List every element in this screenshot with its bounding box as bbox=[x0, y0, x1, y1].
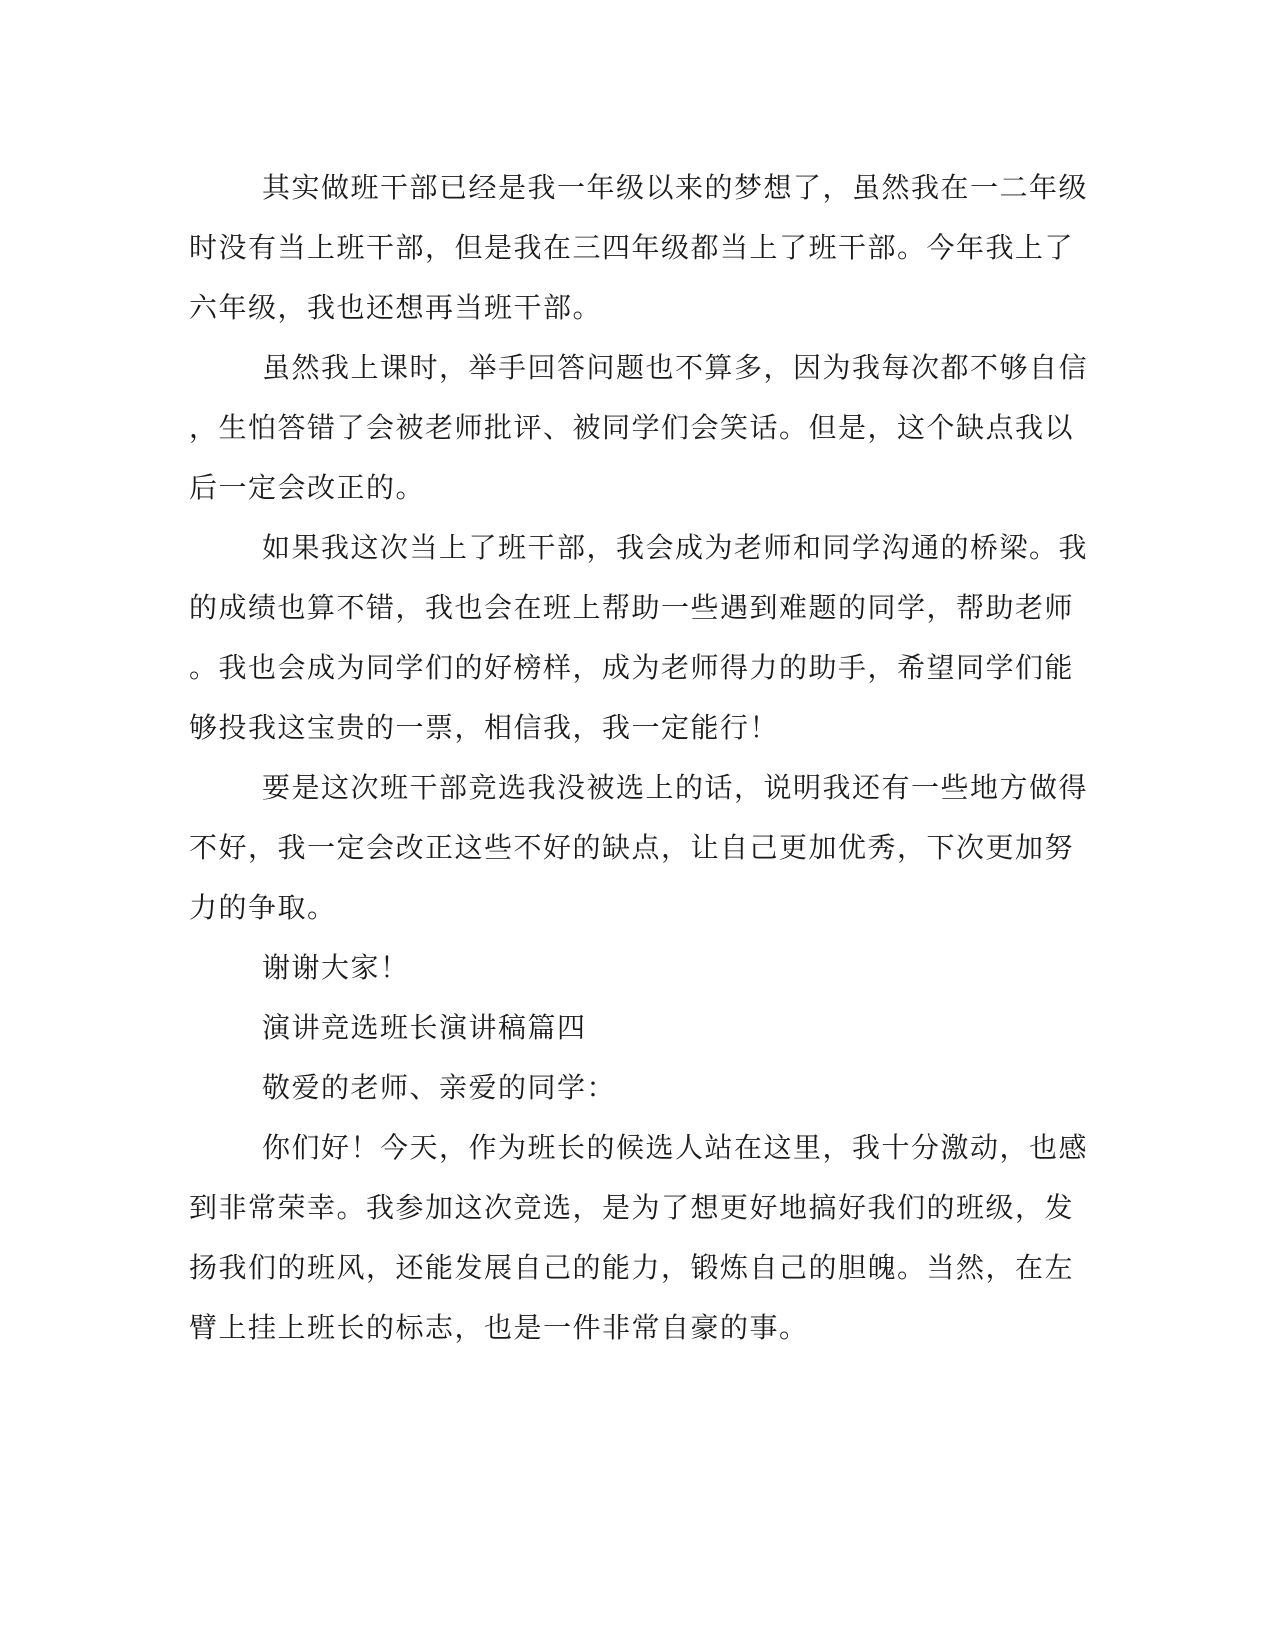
section-heading: 演讲竞选班长演讲稿篇四 bbox=[262, 1011, 587, 1044]
salutation: 敬爱的老师、亲爱的同学： bbox=[262, 1071, 617, 1104]
paragraph-5-line-3: 扬我们的班风，还能发展自己的能力，锻炼自己的胆魄。当然，在左 bbox=[189, 1251, 1075, 1284]
paragraph-2-line-2: ，生怕答错了会被老师批评、被同学们会笑话。但是，这个缺点我以 bbox=[189, 411, 1075, 444]
paragraph-1-line-1: 其实做班干部已经是我一年级以来的梦想了，虽然我在一二年级 bbox=[262, 171, 1089, 204]
thanks-line: 谢谢大家！ bbox=[262, 951, 410, 984]
paragraph-1-line-3: 六年级，我也还想再当班干部。 bbox=[189, 291, 603, 324]
paragraph-3-line-4: 够投我这宝贵的一票，相信我，我一定能行！ bbox=[189, 711, 780, 744]
paragraph-1-line-2: 时没有当上班干部，但是我在三四年级都当上了班干部。今年我上了 bbox=[189, 231, 1075, 264]
paragraph-2-line-3: 后一定会改正的。 bbox=[189, 471, 426, 504]
paragraph-3-line-3: 。我也会成为同学们的好榜样，成为老师得力的助手，希望同学们能 bbox=[189, 651, 1075, 684]
paragraph-4-line-3: 力的争取。 bbox=[189, 891, 337, 924]
paragraph-4-line-2: 不好，我一定会改正这些不好的缺点，让自己更加优秀，下次更加努 bbox=[189, 831, 1075, 864]
paragraph-5-line-2: 到非常荣幸。我参加这次竞选，是为了想更好地搞好我们的班级，发 bbox=[189, 1191, 1075, 1224]
paragraph-5-line-4: 臂上挂上班长的标志，也是一件非常自豪的事。 bbox=[189, 1311, 809, 1344]
paragraph-5-line-1: 你们好！今天，作为班长的候选人站在这里，我十分激动，也感 bbox=[262, 1131, 1089, 1164]
paragraph-4-line-1: 要是这次班干部竞选我没被选上的话，说明我还有一些地方做得 bbox=[262, 771, 1089, 804]
paragraph-3-line-2: 的成绩也算不错，我也会在班上帮助一些遇到难题的同学，帮助老师 bbox=[189, 591, 1075, 624]
paragraph-3-line-1: 如果我这次当上了班干部，我会成为老师和同学沟通的桥梁。我 bbox=[262, 531, 1089, 564]
paragraph-2-line-1: 虽然我上课时，举手回答问题也不算多，因为我每次都不够自信 bbox=[262, 351, 1089, 384]
